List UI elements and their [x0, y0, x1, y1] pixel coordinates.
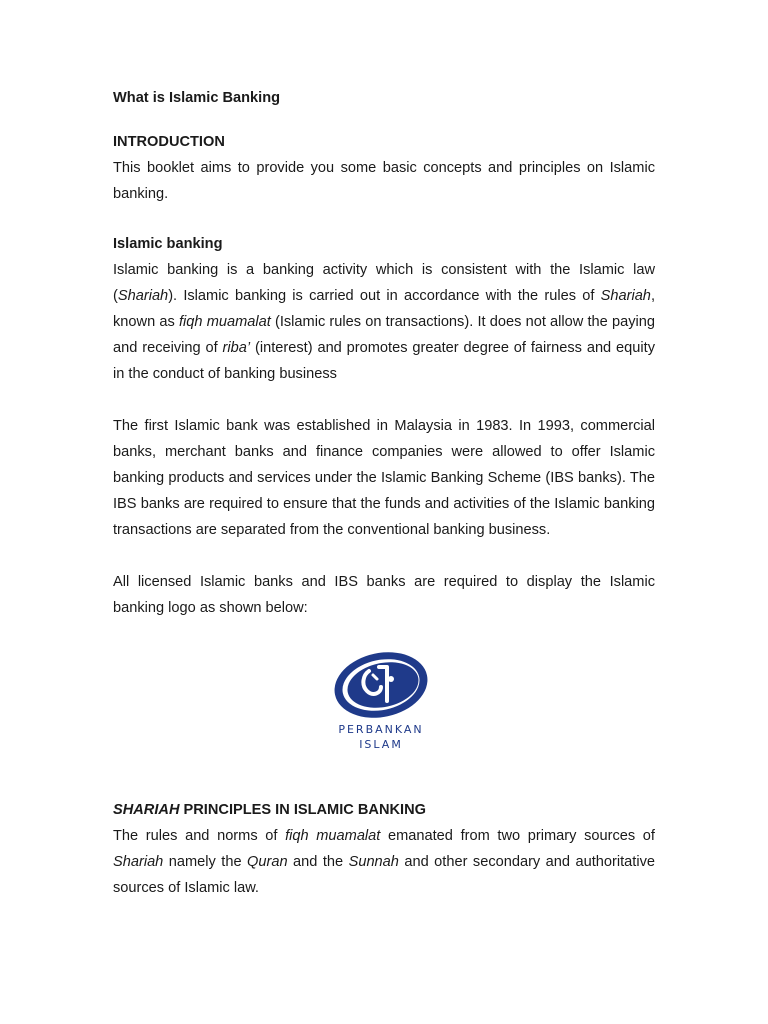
- logo-line-1: PERBANKAN: [338, 723, 424, 736]
- italic-term: Sunnah: [348, 854, 399, 870]
- islamic-banking-heading: Islamic banking: [113, 236, 223, 252]
- italic-term: Quran: [247, 854, 288, 870]
- italic-term: Shariah: [117, 288, 169, 304]
- perbankan-islam-logo-icon: [329, 641, 439, 753]
- text-span: , known as: [113, 288, 655, 330]
- shariah-paragraph: [113, 823, 655, 901]
- italic-term: fiqh muamalat: [285, 828, 381, 844]
- logo-line-2: ISLAM: [359, 738, 403, 751]
- italic-term: Shariah: [600, 288, 651, 304]
- shariah-heading-rest: PRINCIPLES IN ISLAMIC BANKING: [179, 802, 426, 818]
- text-span: The rules and norms of: [113, 828, 286, 844]
- islamic-banking-paragraph-2: The first Islamic bank was established in Malaysia in 1983. In 1993, commercial banks, merchant banks and finance companies were allowed to offer Islamic banking products and services under the Islamic Banking Scheme (IBS banks). The IBS banks are required to ensure that the funds and activities of the Islamic banking transactions are separated from the conventional banking business.: [113, 418, 655, 538]
- document-title: What is Islamic Banking: [113, 90, 281, 106]
- intro-heading: INTRODUCTION: [113, 134, 225, 150]
- italic-term: fiqh muamalat: [178, 314, 271, 330]
- shariah-heading-italic: SHARIAH: [113, 802, 180, 818]
- text-span: ). Islamic banking is carried out in accordance with the rules of: [168, 288, 601, 304]
- text-span: emanated from two primary sources of: [380, 828, 655, 844]
- text-span: namely the: [163, 854, 248, 870]
- text-span: and the: [287, 854, 349, 870]
- italic-term: Shariah: [113, 854, 164, 870]
- islamic-banking-paragraph-3: All licensed Islamic banks and IBS banks are required to display the Islamic banking logo as shown below:: [113, 574, 655, 616]
- italic-term: riba’: [222, 340, 251, 356]
- document-page: [113, 87, 655, 901]
- text-span: (Islamic rules on transactions). It does not allow the paying and receiving of: [113, 314, 655, 356]
- shariah-heading: [113, 799, 655, 821]
- intro-paragraph: This booklet aims to provide you some basic concepts and principles on Islamic banking.: [113, 160, 655, 202]
- text-span: and other secondary and authoritative sources of Islamic law.: [113, 854, 655, 896]
- islamic-banking-logo: [113, 641, 655, 753]
- text-span: Islamic banking is a banking activity which is consistent with the Islamic law (: [113, 262, 655, 304]
- text-span: (interest) and promotes greater degree of fairness and equity in the conduct of banking business: [113, 340, 655, 382]
- islamic-banking-paragraph-1: [113, 257, 655, 387]
